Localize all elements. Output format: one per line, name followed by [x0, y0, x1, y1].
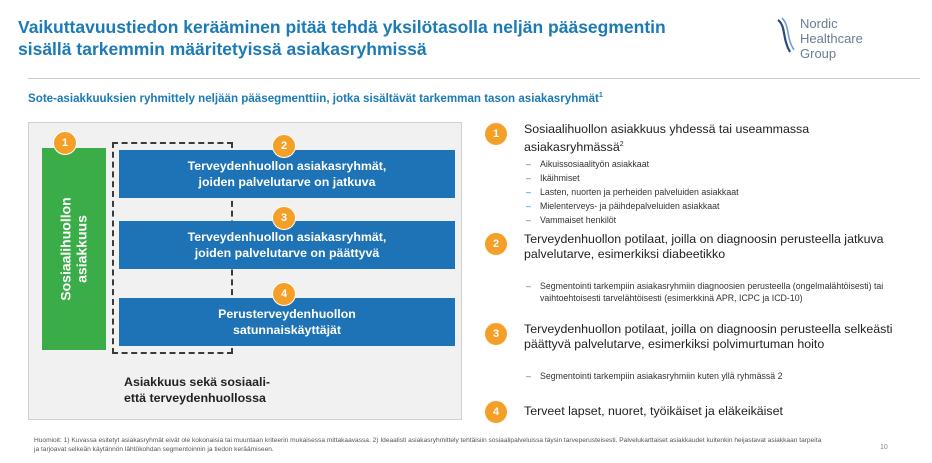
segment-box-2-text: Terveydenhuollon asiakasryhmät, joiden palvelutarve on jatkuva: [187, 159, 387, 189]
logo-line3: Group: [800, 46, 837, 61]
list-badge-3: 3: [484, 322, 508, 346]
segment-1-heading-text: Sosiaalihuollon asiakkuus yhdessä tai useammassa asiakasryhmässä: [524, 122, 810, 155]
list-badge-1: 1: [484, 122, 508, 146]
segment-1-sub-4: – Mielenterveys- ja päihdepalveluiden asiakkaat: [540, 200, 900, 212]
logo-line2: Healthcare: [800, 31, 863, 46]
diagram-caption: Asiakkuus sekä sosiaali- että terveydenhuollossa: [124, 375, 271, 405]
diagram-badge-3: 3: [272, 206, 296, 230]
logo-mark-icon: [772, 16, 798, 56]
segment-1-sub-3: – Lasten, nuorten ja perheiden palveluiden asiakkaat: [540, 186, 900, 198]
logo-text: [800, 16, 863, 61]
logo-line1: Nordic: [800, 16, 838, 31]
segment-1-sub-1: – Aikuissosiaalityön asiakkaat: [540, 158, 900, 170]
subtitle-footnote-marker: 1: [598, 92, 603, 100]
diagram-badge-4: 4: [272, 282, 296, 306]
segment-3-heading: Terveydenhuollon potilaat, joilla on diagnoosin perusteella selkeästi päättyvä palvelutarve, esimerkiksi polvimurtuman hoito: [524, 322, 893, 351]
segment-3-sub-1: – Segmentointi tarkempiin asiakasryhmiin kuten yllä ryhmässä 2: [540, 370, 900, 382]
social-care-label-text: Sosiaalihuollon asiakkuus: [58, 197, 90, 301]
company-logo: [772, 14, 902, 66]
footnote: Huomioit: 1) Kuvassa esitetyt asiakasryhmät eivät ole kokonaisia tai muuntaan kriteerin mukaisessa mittakaavassa. 2) Ideaalisti asiakasryhmittely tehtäisiin sosiaalipalveluissa täysin tarveperusteisesti. Palvelukarttaiset asiakkaudet kuitenkin heijastavat asiakkaan tarpeita ja tarjoavat selkeän käytännön lähtökohdan segmentoinnin ja tiedon keräämiseen.: [34, 437, 822, 453]
list-badge-2: 2: [484, 232, 508, 256]
slide-title: Vaikuttavuustiedon kerääminen pitää tehdä yksilötasolla neljän pääsegmentin sisällä tarkemmin määritetyissä asiakasryhmissä: [18, 17, 666, 59]
segment-1-sub-5: – Vammaiset henkilöt: [540, 214, 900, 226]
page-number: 10: [880, 444, 888, 451]
segment-box-4-text: Perusterveydenhuollon satunnaiskäyttäjät: [218, 307, 356, 337]
list-badge-4: 4: [484, 400, 508, 424]
segment-2-heading: Terveydenhuollon potilaat, joilla on diagnoosin perusteella jatkuva palvelutarve, esimerkiksi diabeetikko: [524, 232, 884, 261]
segment-1-sub-2: – Ikäihmiset: [540, 172, 900, 184]
title-divider: [28, 78, 920, 79]
segment-1-heading: [524, 122, 904, 155]
segment-4-heading: Terveet lapset, nuoret, työikäiset ja eläkeikäiset: [524, 404, 783, 418]
segment-box-3-text: Terveydenhuollon asiakasryhmät, joiden palvelutarve on päättyvä: [187, 230, 387, 260]
diagram-badge-1: 1: [53, 131, 77, 155]
section-subtitle: [28, 92, 603, 105]
diagram-badge-2: 2: [272, 134, 296, 158]
segment-1-footnote-marker: 2: [619, 141, 624, 148]
segment-2-sub-1: – Segmentointi tarkempiin asiakasryhmiin diagnoosien perusteella (ongelmalähtöisesti) tai vaihtoehtoisesti tarvelähtöisesti (esimerkkinä APR, ICPC ja ICD-10): [540, 280, 900, 304]
social-care-label: [42, 148, 106, 350]
subtitle-text: Sote-asiakkuuksien ryhmittely neljään pääsegmenttiin, jotka sisältävät tarkemman tason asiakasryhmät: [28, 92, 599, 105]
